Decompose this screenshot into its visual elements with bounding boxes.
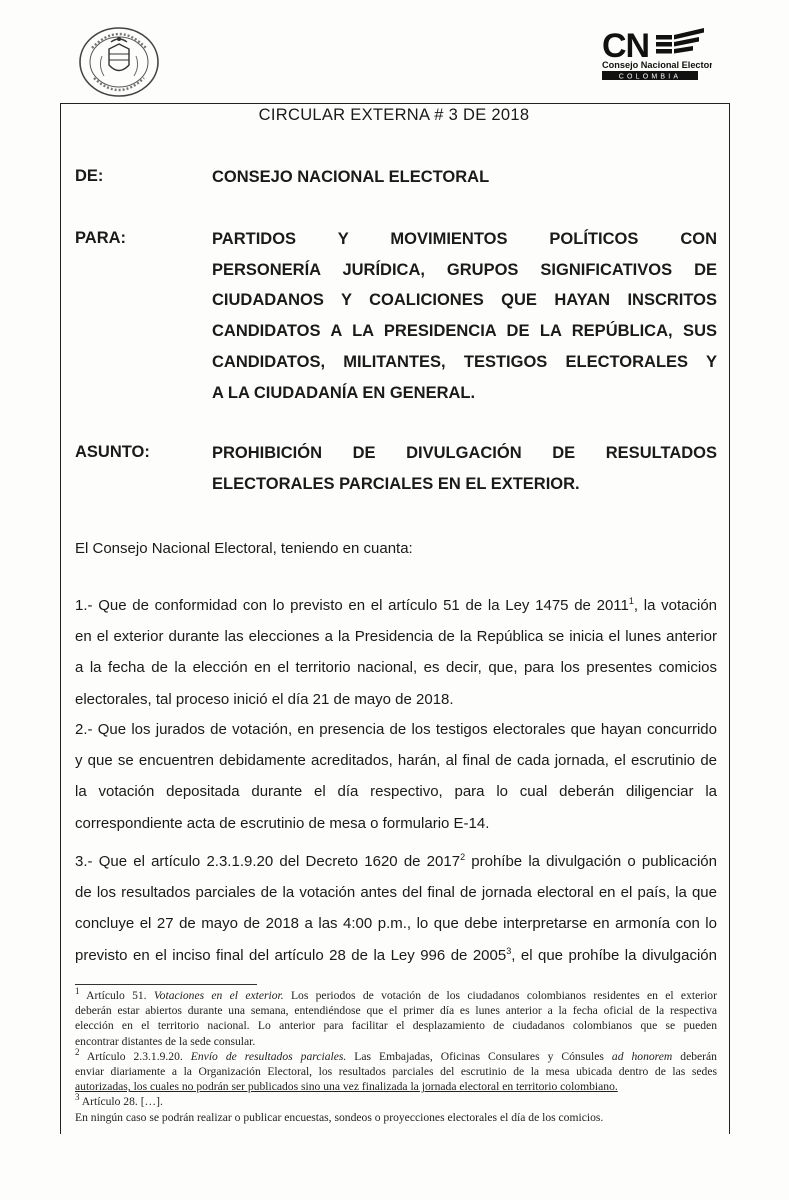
point-line: a la fecha de la elección en el territorio nacional, es decir, que, para los presentes comicios bbox=[75, 659, 717, 677]
footnote-ref: 2 bbox=[460, 852, 466, 862]
point-line: correspondiente acta de escrutinio de mesa o formulario E-14. bbox=[75, 814, 490, 832]
asunto-line: PROHIBICIÓN DE DIVULGACIÓN DE RESULTADOS bbox=[212, 444, 717, 462]
footnote-line: En ningún caso se podrán realizar o publicar encuestas, sondeos o proyecciones electorales el día de los comicios. bbox=[75, 1110, 604, 1124]
asunto-label: ASUNTO: bbox=[75, 443, 150, 461]
document-title: CIRCULAR EXTERNA # 3 DE 2018 bbox=[258, 106, 530, 124]
footnote-ref: 3 bbox=[506, 945, 512, 956]
footnote-line: deberán estar abiertos durante una semana, entendiéndose que el primer día es lunes anterior a la fecha oficial de la respectiva bbox=[75, 1004, 717, 1018]
para-value bbox=[212, 224, 717, 408]
para-line: CANDIDATOS A LA PRESIDENCIA DE LA REPÚBLICA, SUS bbox=[212, 322, 717, 341]
point-line: en el exterior durante las elecciones a la Presidencia de la República se inicia el lunes anterior bbox=[75, 628, 717, 646]
point-line: la votación depositada durante el día respectivo, para lo cual deberán diligenciar la bbox=[75, 783, 717, 801]
footnote-ref: 1 bbox=[628, 596, 634, 606]
point-line: previsto en el inciso final del artículo 28 de la Ley 996 de 2005$^3$, el que prohíbe la divulgación bbox=[75, 945, 717, 964]
asunto-value bbox=[212, 438, 717, 499]
cne-logo-country: COLOMBIA bbox=[618, 73, 682, 81]
point-line: 1.- Que de conformidad con lo previsto en el artículo 51 de la Ley 1475 de 2011$^1$, la votación bbox=[75, 596, 717, 614]
point-line: 3.- Que el artículo 2.3.1.9.20 del Decreto 1620 de 2017$^2$ prohíbe la divulgación o publicación bbox=[75, 852, 717, 870]
footnote-line: elección en el territorio nacional. Lo anterior para facilitar el desplazamiento de ciudadanos colombianos que se pueden bbox=[75, 1019, 717, 1033]
intro-text: El Consejo Nacional Electoral, teniendo en cuanta: bbox=[75, 540, 413, 557]
footnote-line: encontrar distantes de la sede consular. bbox=[75, 1034, 256, 1048]
para-line: PERSONERÍA JURÍDICA, GRUPOS SIGNIFICATIVOS DE bbox=[212, 260, 717, 279]
point-2 bbox=[75, 714, 717, 839]
cne-logo-name: Consejo Nacional Electoral bbox=[602, 60, 712, 70]
point-line: electorales, tal proceso inició el día 21 de mayo de 2018. bbox=[75, 690, 454, 708]
de-label: DE: bbox=[75, 167, 104, 185]
footnote-line: enviar diariamente a la Organización Electoral, los resultados parciales del escrutinio de la mesa ubicada dentro de las sedes bbox=[75, 1065, 717, 1079]
svg-text:CN: CN bbox=[602, 27, 650, 65]
para-label: PARA: bbox=[75, 229, 127, 247]
footnote-separator bbox=[75, 984, 257, 985]
footnote-2: $^2$ Artículo 2.3.1.9.20. Envío de resultados parciales. Las Embajadas, Oficinas Consulares y Cónsules ad honorem deberán bbox=[75, 1046, 717, 1063]
footnotes bbox=[75, 988, 717, 1125]
para-line: PARTIDOS Y MOVIMIENTOS POLÍTICOS CON bbox=[212, 230, 717, 248]
asunto-line: ELECTORALES PARCIALES EN EL EXTERIOR. bbox=[212, 474, 580, 493]
point-line: 2.- Que los jurados de votación, en presencia de los testigos electorales que hayan concurrido bbox=[75, 721, 717, 738]
footnote-1: $^1$ Artículo 51. Votaciones en el exterior. Los periodos de votación de los ciudadanos colombianos residentes en el exterior bbox=[75, 986, 717, 1002]
footnote-3: $^3$ Artículo 28. […]. bbox=[75, 1092, 163, 1109]
cne-logo bbox=[600, 26, 712, 86]
point-line: de los resultados parciales de la votación antes del final de jornada electoral en el país, la que bbox=[75, 884, 717, 902]
point-3 bbox=[75, 846, 717, 971]
republic-of-colombia-seal bbox=[78, 26, 160, 98]
de-value: CONSEJO NACIONAL ELECTORAL bbox=[212, 168, 490, 186]
point-1 bbox=[75, 590, 717, 715]
para-line: CANDIDATOS, MILITANTES, TESTIGOS ELECTORALES Y bbox=[212, 352, 717, 371]
para-line: CIUDADANOS Y COALICIONES QUE HAYAN INSCRITOS bbox=[212, 291, 717, 310]
para-line: A LA CIUDADANÍA EN GENERAL. bbox=[212, 383, 476, 402]
point-line: concluye el 27 de mayo de 2018 a las 4:00 p.m., lo que debe interpretarse en armonía con lo bbox=[75, 915, 717, 933]
point-line: y que se encuentren debidamente acreditados, harán, al final de cada jornada, el escrutinio de bbox=[75, 752, 717, 770]
footnote-line: autorizadas, los cuales no podrán ser publicados sino una vez finalizada la jornada electoral en territorio colombiano. bbox=[75, 1080, 618, 1094]
